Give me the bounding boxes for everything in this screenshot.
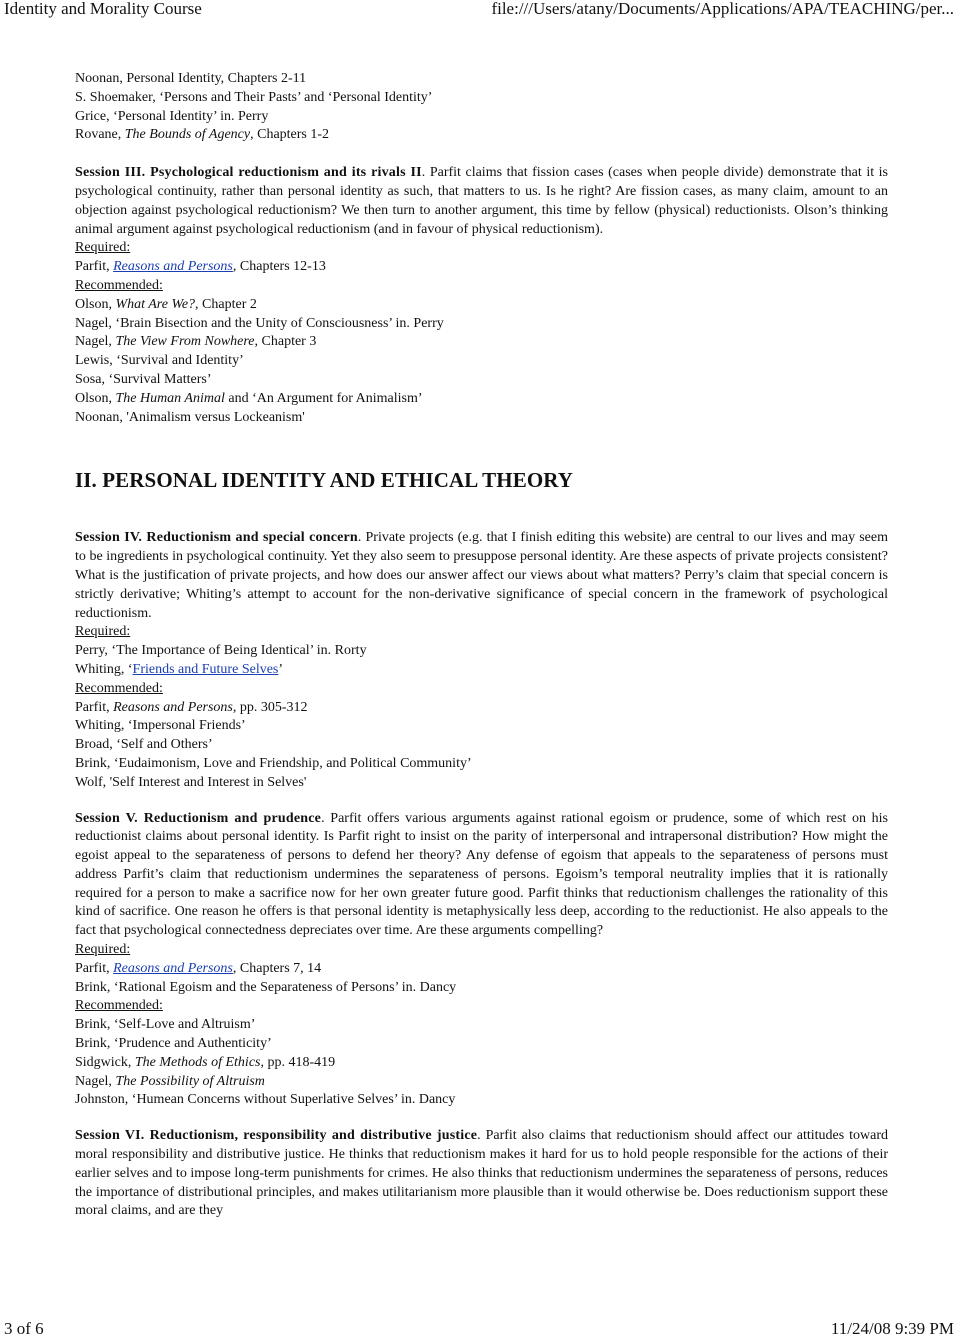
session-3 — [75, 164, 888, 427]
page-header-url: file:///Users/atany/Documents/Applications/APA/TEACHING/per... — [491, 0, 954, 18]
reading-item: Perry, ‘The Importance of Being Identical’ in. Rorty — [75, 643, 367, 659]
reading-item: Nagel, ‘Brain Bisection and the Unity of Consciousness’ in. Perry — [75, 315, 444, 331]
recommended-label: Recommended: — [75, 998, 163, 1014]
recommended-label: Recommended: — [75, 680, 163, 696]
reading-item: Whiting, ‘Friends and Future Selves’ — [75, 661, 284, 677]
reasons-and-persons-link[interactable]: Reasons and Persons — [113, 259, 233, 275]
required-label: Required: — [75, 240, 131, 256]
reading-item: Olson, The Human Animal and ‘An Argument for Animalism’ — [75, 390, 423, 406]
reasons-and-persons-link[interactable]: Reasons and Persons — [113, 960, 233, 976]
reading-item: Broad, ‘Self and Others’ — [75, 737, 213, 753]
reading-item: Parfit, Reasons and Persons, Chapters 12-13 — [75, 259, 326, 275]
page-number: 3 of 6 — [4, 1319, 44, 1338]
reading-item: Brink, ‘Eudaimonism, Love and Friendship, and Political Community’ — [75, 755, 472, 771]
reading-item: S. Shoemaker, ‘Persons and Their Pasts’ and ‘Personal Identity’ — [75, 89, 433, 105]
reading-item: Wolf, 'Self Interest and Interest in Selves' — [75, 774, 307, 790]
reading-item: Grice, ‘Personal Identity’ in. Perry — [75, 108, 269, 124]
session-6 — [75, 1127, 888, 1221]
print-timestamp: 11/24/08 9:39 PM — [830, 1319, 954, 1338]
required-label: Required: — [75, 624, 131, 640]
book-title: The View From Nowhere — [115, 334, 255, 350]
reading-item: Brink, ‘Self-Love and Altruism’ — [75, 1017, 256, 1033]
reading-item: Lewis, ‘Survival and Identity’ — [75, 353, 244, 369]
session-5-heading: Session V. Reductionism and prudence — [75, 810, 322, 826]
page-header-title: Identity and Morality Course — [4, 0, 202, 18]
part-2-heading: II. PERSONAL IDENTITY AND ETHICAL THEORY — [75, 468, 574, 493]
reading-item: Rovane, The Bounds of Agency, Chapters 1-2 — [75, 127, 330, 143]
required-label: Required: — [75, 942, 131, 958]
book-title: The Possibility of Altruism — [115, 1073, 265, 1089]
intro-readings — [75, 70, 888, 145]
session-5-description: Session V. Reductionism and prudence. Parfit offers various arguments against rational egoism or prudence, some of which rest on his reductionist claims about personal identity. Is Parfit right to insist on the parity of interpersonal and intrapersonal distribution? How might the egoist appeal to the separateness of persons to defend her theory? Any defense of egoism that appeals to the separateness of persons must address Parfit’s claim that reductionism undermines the separateness of persons. Egoism’s temporal neutrality implies that it is rationally required for a person to make a sacrifice now for her own greater future good. Parfit thinks that reductionism challenges the rationality of this kind of sacrifice. One reason he offers is that personal identity is metaphysically less deep, according to the reductionist. He also appeals to the fact that psychological connectedness depreciates over time. Are these arguments compelling? — [75, 810, 888, 939]
reading-item: Noonan, 'Animalism versus Lockeanism' — [75, 409, 305, 425]
reading-item: Parfit, Reasons and Persons, Chapters 7, 14 — [75, 960, 322, 976]
session-3-heading: Session III. Psychological reductionism and its rivals II — [75, 165, 422, 181]
book-title: The Methods of Ethics — [134, 1054, 261, 1070]
session-4-description: Session IV. Reductionism and special concern. Private projects (e.g. that I finish editing this website) are central to our lives and may seem to be ingredients in psychological continuity. Yet they also seem to presuppose personal identity. Are these aspects of private projects consistent? What is the justification of private projects, and how does our answer affect our views about what matters? Perry’s claim that special concern is strictly derivative; Whiting’s attempt to account for the non-derivative significance of special concern in the framework of psychological reductionism. — [75, 530, 888, 621]
session-6-heading: Session VI. Reductionism, responsibility and distributive justice — [75, 1128, 478, 1144]
reading-item: Parfit, Reasons and Persons, pp. 305-312 — [75, 699, 308, 715]
session-4 — [75, 529, 888, 792]
session-5 — [75, 810, 888, 1111]
reading-item: Nagel, The Possibility of Altruism — [75, 1073, 265, 1089]
book-title: The Bounds of Agency — [124, 127, 251, 143]
reading-item: Noonan, Personal Identity, Chapters 2-11 — [75, 71, 307, 86]
reading-item: Olson, What Are We?, Chapter 2 — [75, 296, 257, 312]
reading-item: Sidgwick, The Methods of Ethics, pp. 418-419 — [75, 1054, 336, 1070]
document-body — [75, 70, 888, 1221]
friends-and-future-selves-link[interactable]: Friends and Future Selves — [132, 661, 279, 677]
reading-item: Whiting, ‘Impersonal Friends’ — [75, 718, 246, 734]
session-6-description: Session VI. Reductionism, responsibility and distributive justice. Parfit also claims that reductionism should affect our attitudes toward moral responsibility and distributive justice. He thinks that reductionism makes it hard for us to hold people responsible for the actions of their earlier selves and to impose long-term punishments for crimes. He also thinks that reductionism undermines the separateness of persons, reduces the importance of distributional principles, and makes utilitarianism more plausible than it would otherwise be. Does reductionism support these moral claims, and are they — [75, 1128, 889, 1219]
reading-item: Sosa, ‘Survival Matters’ — [75, 371, 212, 387]
reading-item: Nagel, The View From Nowhere, Chapter 3 — [75, 334, 317, 350]
book-title: The Human Animal — [115, 390, 225, 406]
reading-item: Brink, ‘Rational Egoism and the Separateness of Persons’ in. Dancy — [75, 979, 457, 995]
recommended-label: Recommended: — [75, 277, 163, 293]
session-4-heading: Session IV. Reductionism and special concern — [75, 530, 358, 546]
reading-item: Brink, ‘Prudence and Authenticity’ — [75, 1036, 272, 1052]
book-title: What Are We? — [115, 296, 196, 312]
book-title: Reasons and Persons — [113, 699, 233, 715]
session-3-description: Session III. Psychological reductionism and its rivals II. Parfit claims that fission cases (cases when people divide) demonstrate that it is psychological continuity, rather than personal identity as such, that matters to us. Is he right? Are fission cases, as many claim, amount to an objection against psychological reductionism? We then turn to another argument, this time by fellow (physical) reductionists. Olson’s thinking animal argument against psychological reductionism (and in favour of physical reductionism). — [75, 165, 888, 237]
reading-item: Johnston, ‘Humean Concerns without Superlative Selves’ in. Dancy — [75, 1092, 456, 1108]
